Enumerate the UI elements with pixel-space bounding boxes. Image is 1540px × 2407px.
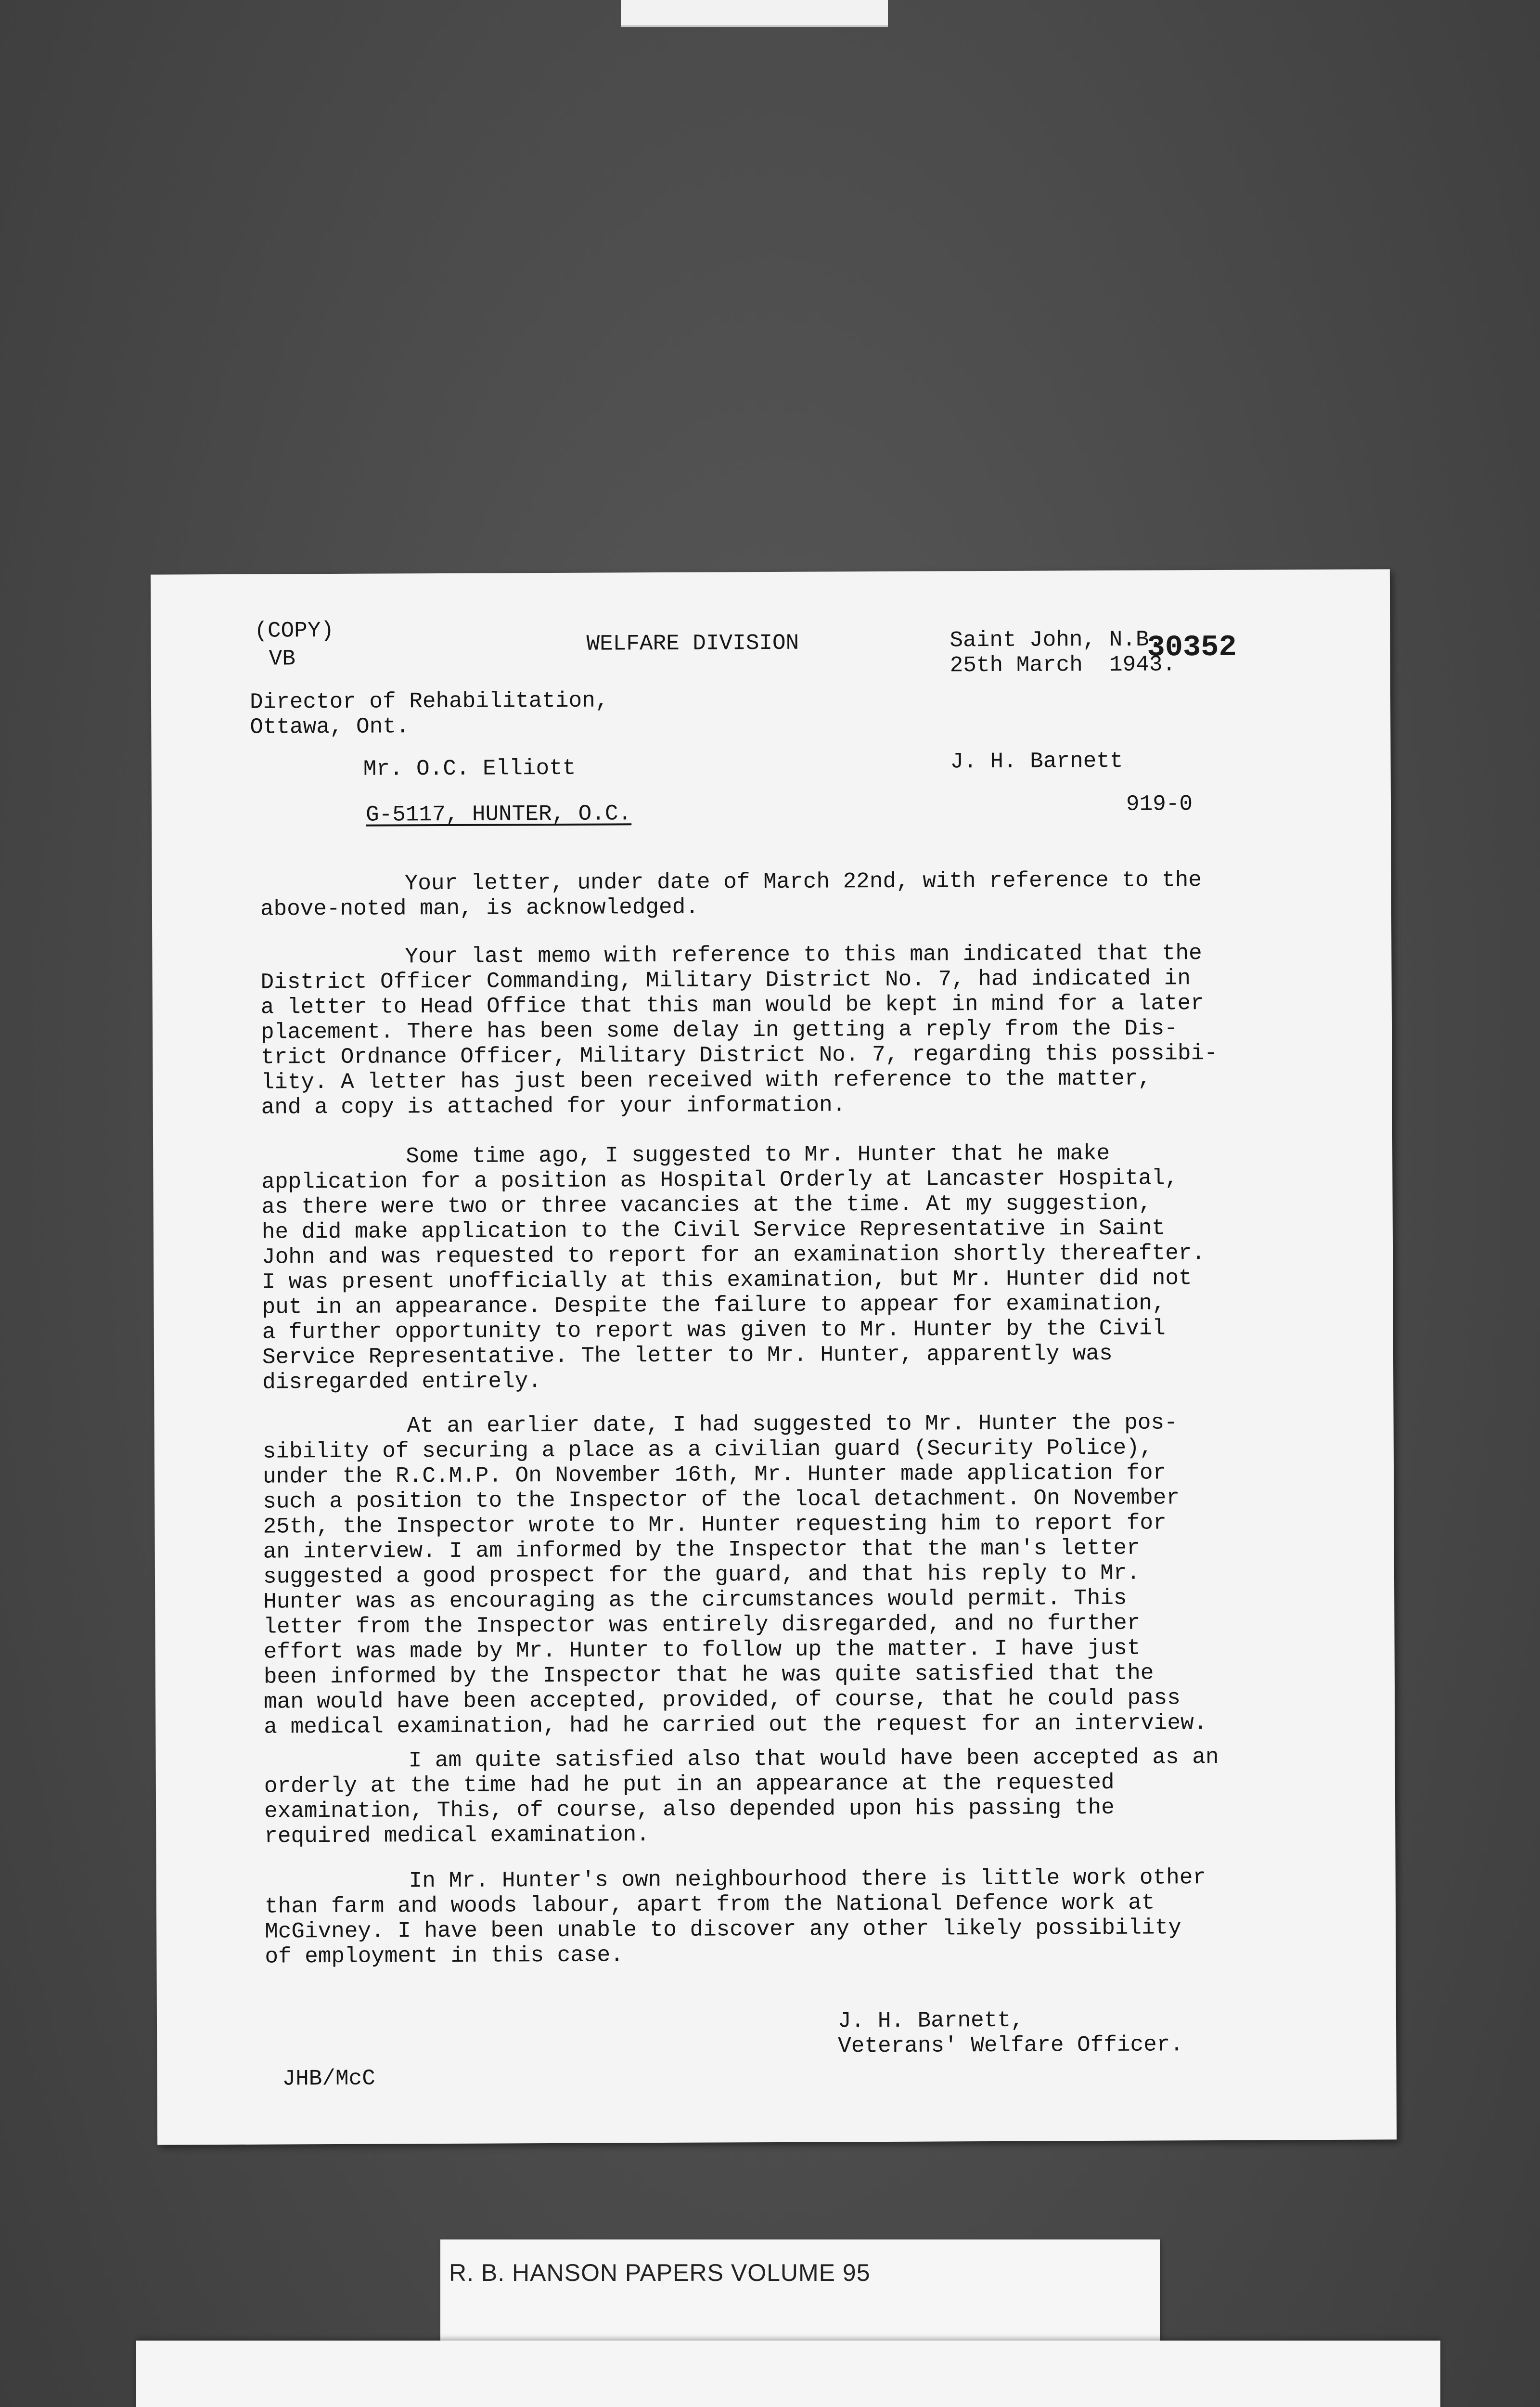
file-number-stamp: 30352 bbox=[1147, 630, 1237, 665]
paragraph-6: In Mr. Hunter's own neighbourhood there is little work other than farm and woods labour, apart from the National Defence work at McGivney. I have been unable to discover any other likely possibility of employment in this case. bbox=[264, 1865, 1206, 1969]
paragraph-2: Your last memo with reference to this man indicated that the District Officer Commanding, Military District No. 7, had indicated in a letter to Head Office that this man would be kept in mind for a later placement. There has been some delay in getting a reply from the Dis- trict Ordnance Officer, Military District No. 7, regarding this possibi- lity. A letter has just been received with reference to the matter, and a copy is attached for your information. bbox=[260, 941, 1218, 1120]
initials-top: VB bbox=[269, 646, 295, 672]
sender-reference: J. H. Barnett bbox=[950, 748, 1123, 775]
archives-card bbox=[136, 2341, 1440, 2407]
paragraph-4: At an earlier date, I had suggested to Mr. Hunter the pos- sibility of securing a place as a civilian guard (Security Police), under the R.C.M.P. On November 16th, Mr. Hunter made application for such a position to the Inspector of the local detachment. On November 25th, the Inspector wrote to Mr. Hunter requesting him to report for an interview. I am informed by the Inspector that the man's letter suggested a good prospect for the guard, and that his reply to Mr. Hunter was as encouraging as the circumstances would permit. This letter from the Inspector was entirely disregarded, and no further effort was made by Mr. Hunter to follow up the matter. I have just been informed by the Inspector that he was quite satisfied that the man would have been accepted, provided, of course, that he could pass a medical examination, had he carried out the request for an interview. bbox=[262, 1410, 1207, 1740]
reference-number: 919-0 bbox=[1126, 791, 1193, 817]
letter-date: 25th March 1943. bbox=[950, 652, 1176, 678]
paragraph-5: I am quite satisfied also that would have been accepted as an orderly at the time had he put in an appearance at the requested examination, This, of course, also depended upon his passing the required medical examination. bbox=[264, 1744, 1219, 1849]
letter-page bbox=[151, 569, 1397, 2145]
letter-place: Saint John, N.B. bbox=[950, 627, 1163, 653]
signature-name: J. H. Barnett, bbox=[837, 2007, 1024, 2034]
paragraph-3: Some time ago, I suggested to Mr. Hunter that he make application for a position as Hospital Orderly at Lancaster Hospital, as there were two or three vacancies at the time. At my suggestion, he did make application to the Civil Service Representative in Saint John and was requested to report for an examination shortly thereafter. I was present unofficially at this examination, but Mr. Hunter did not put in an appearance. Despite the failure to appear for examination, a further opportunity to report was given to Mr. Hunter by the Civil Service Representative. The letter to Mr. Hunter, apparently was disregarded entirely. bbox=[261, 1140, 1206, 1395]
signature-title: Veterans' Welfare Officer. bbox=[838, 2032, 1184, 2059]
attention-line: Mr. O.C. Elliott bbox=[363, 755, 576, 782]
recipient-line-1: Director of Rehabilitation, bbox=[249, 688, 609, 715]
subject-line: G-5117, HUNTER, O.C. bbox=[365, 801, 632, 828]
division-heading: WELFARE DIVISION bbox=[586, 630, 799, 657]
recipient-line-2: Ottawa, Ont. bbox=[250, 714, 410, 740]
volume-label bbox=[440, 2239, 1160, 2346]
paragraph-1: Your letter, under date of March 22nd, with reference to the above-noted man, is acknowledged. bbox=[260, 867, 1202, 922]
top-paper-tab bbox=[621, 0, 888, 27]
volume-label-text: R. B. HANSON PAPERS VOLUME 95 bbox=[449, 2259, 871, 2286]
typist-initials: JHB/McC bbox=[282, 2066, 375, 2092]
copy-mark: (COPY) bbox=[254, 618, 334, 644]
